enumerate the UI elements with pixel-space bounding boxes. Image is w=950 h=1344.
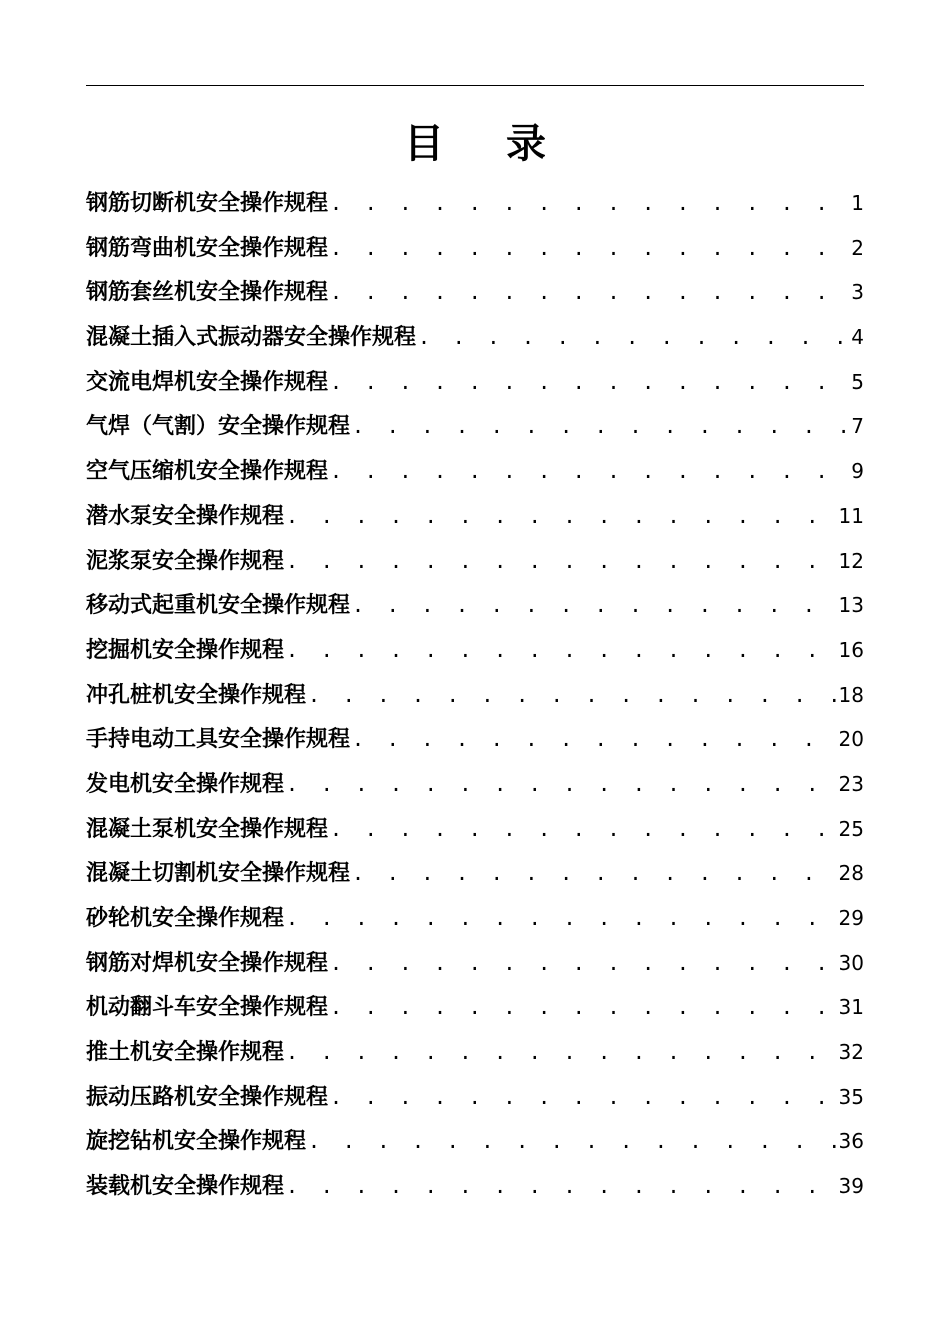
toc-entry-page-number[interactable]: 3 <box>851 280 864 305</box>
toc-entry[interactable] <box>86 270 864 315</box>
toc-entry-page-number[interactable]: 2 <box>851 235 864 260</box>
toc-entry-page-number[interactable]: 18 <box>838 682 864 707</box>
toc-entry-label[interactable]: 混凝土切割机安全操作规程 <box>86 861 351 887</box>
dot-leader <box>284 896 837 941</box>
toc-entry-page-number[interactable]: 1 <box>851 191 864 215</box>
toc-entry[interactable] <box>86 315 864 360</box>
toc-entry-page-number[interactable]: 7 <box>851 414 864 439</box>
dot-leader <box>350 717 837 762</box>
toc-entry-label[interactable]: 混凝土泵机安全操作规程 <box>86 816 329 842</box>
toc-entry-label[interactable]: 钢筋对焊机安全操作规程 <box>86 950 329 976</box>
toc-entry-page-number[interactable]: 20 <box>838 727 864 752</box>
header-rule <box>86 85 864 86</box>
toc-entry[interactable] <box>86 539 864 584</box>
dot-leader <box>328 1075 837 1120</box>
dot-leader <box>328 226 849 271</box>
toc-entry[interactable] <box>86 851 864 896</box>
toc-entry-label[interactable]: 手持电动工具安全操作规程 <box>86 727 351 753</box>
toc-entry-label[interactable]: 冲孔桩机安全操作规程 <box>86 682 307 708</box>
dot-leader <box>328 941 837 986</box>
dot-leader <box>284 762 837 807</box>
toc-entry[interactable] <box>86 762 864 807</box>
toc-entry-label[interactable]: 潜水泵安全操作规程 <box>86 503 285 529</box>
toc-entry[interactable] <box>86 985 864 1030</box>
dot-leader <box>328 270 849 315</box>
dot-leader <box>328 360 849 405</box>
dot-leader <box>350 583 837 628</box>
toc-entry[interactable] <box>86 449 864 494</box>
dot-leader <box>328 449 849 494</box>
toc-entry[interactable] <box>86 717 864 762</box>
toc-entry-page-number[interactable]: 4 <box>851 325 864 350</box>
toc-entry-page-number[interactable]: 36 <box>838 1129 864 1154</box>
dot-leader <box>306 1119 837 1164</box>
toc-entry-page-number[interactable]: 39 <box>838 1174 864 1199</box>
dot-leader <box>284 494 837 539</box>
toc-entry-label[interactable]: 钢筋套丝机安全操作规程 <box>86 280 329 306</box>
toc-entry-label[interactable]: 装载机安全操作规程 <box>86 1174 285 1200</box>
toc-entry-label[interactable]: 推土机安全操作规程 <box>86 1040 285 1066</box>
toc-entry-page-number[interactable]: 29 <box>838 906 864 930</box>
toc-entry-page-number[interactable]: 35 <box>838 1084 864 1109</box>
toc-entry-label[interactable]: 旋挖钻机安全操作规程 <box>86 1129 307 1155</box>
toc-entry[interactable] <box>86 628 864 673</box>
toc-entry-label[interactable]: 空气压缩机安全操作规程 <box>86 459 329 485</box>
toc-entry[interactable] <box>86 226 864 271</box>
toc-entry-page-number[interactable]: 12 <box>838 548 864 573</box>
dot-leader <box>284 539 837 584</box>
toc-entry-page-number[interactable]: 9 <box>851 459 864 484</box>
toc-entry-label[interactable]: 机动翻斗车安全操作规程 <box>86 995 329 1021</box>
toc-entry[interactable] <box>86 583 864 628</box>
dot-leader <box>328 985 837 1030</box>
page-title: 目录 <box>404 121 608 167</box>
toc-entry-label[interactable]: 移动式起重机安全操作规程 <box>86 593 351 619</box>
toc-entry-page-number[interactable]: 25 <box>838 816 864 841</box>
dot-leader <box>284 628 837 673</box>
dot-leader <box>416 315 849 360</box>
toc-entry[interactable] <box>86 896 864 941</box>
toc-entry[interactable] <box>86 494 864 539</box>
toc-entry-label[interactable]: 交流电焊机安全操作规程 <box>86 369 329 395</box>
toc-entry-page-number[interactable]: 5 <box>851 369 864 394</box>
dot-leader <box>284 1164 837 1209</box>
toc-entry-page-number[interactable]: 23 <box>838 771 864 796</box>
dot-leader <box>284 1030 837 1075</box>
toc-entry-label[interactable]: 钢筋弯曲机安全操作规程 <box>86 235 329 261</box>
toc-entry-page-number[interactable]: 16 <box>838 637 864 662</box>
toc-entry-label[interactable]: 砂轮机安全操作规程 <box>86 906 285 931</box>
dot-leader <box>306 673 837 718</box>
toc-entry-page-number[interactable]: 11 <box>838 503 864 528</box>
toc-entry-label[interactable]: 混凝土插入式振动器安全操作规程 <box>86 325 417 351</box>
toc-entry[interactable] <box>86 360 864 405</box>
toc-entry[interactable] <box>86 1164 864 1209</box>
toc-entry-label[interactable]: 振动压路机安全操作规程 <box>86 1084 329 1110</box>
toc-entry-label[interactable]: 发电机安全操作规程 <box>86 771 285 797</box>
toc-entry-page-number[interactable]: 28 <box>838 861 864 886</box>
dot-leader <box>350 404 849 449</box>
toc-entry[interactable] <box>86 1030 864 1075</box>
toc-entry-page-number[interactable]: 31 <box>838 995 864 1020</box>
toc-entry-page-number[interactable]: 30 <box>838 950 864 975</box>
toc-list <box>86 181 864 1209</box>
toc-entry[interactable] <box>86 1075 864 1120</box>
toc-entry-label[interactable]: 泥浆泵安全操作规程 <box>86 548 285 574</box>
toc-entry-label[interactable]: 气焊（气割）安全操作规程 <box>86 414 351 440</box>
toc-entry-label[interactable]: 挖掘机安全操作规程 <box>86 637 285 663</box>
toc-entry[interactable] <box>86 807 864 852</box>
toc-entry-page-number[interactable]: 32 <box>838 1040 864 1065</box>
toc-entry[interactable] <box>86 941 864 986</box>
dot-leader <box>350 851 837 896</box>
toc-entry[interactable] <box>86 404 864 449</box>
toc-entry[interactable] <box>86 1119 864 1164</box>
dot-leader <box>328 181 849 226</box>
toc-entry-page-number[interactable]: 13 <box>838 593 864 618</box>
dot-leader <box>328 807 837 852</box>
toc-entry[interactable] <box>86 181 864 226</box>
toc-entry-label[interactable]: 钢筋切断机安全操作规程 <box>86 191 329 216</box>
toc-entry[interactable] <box>86 673 864 718</box>
